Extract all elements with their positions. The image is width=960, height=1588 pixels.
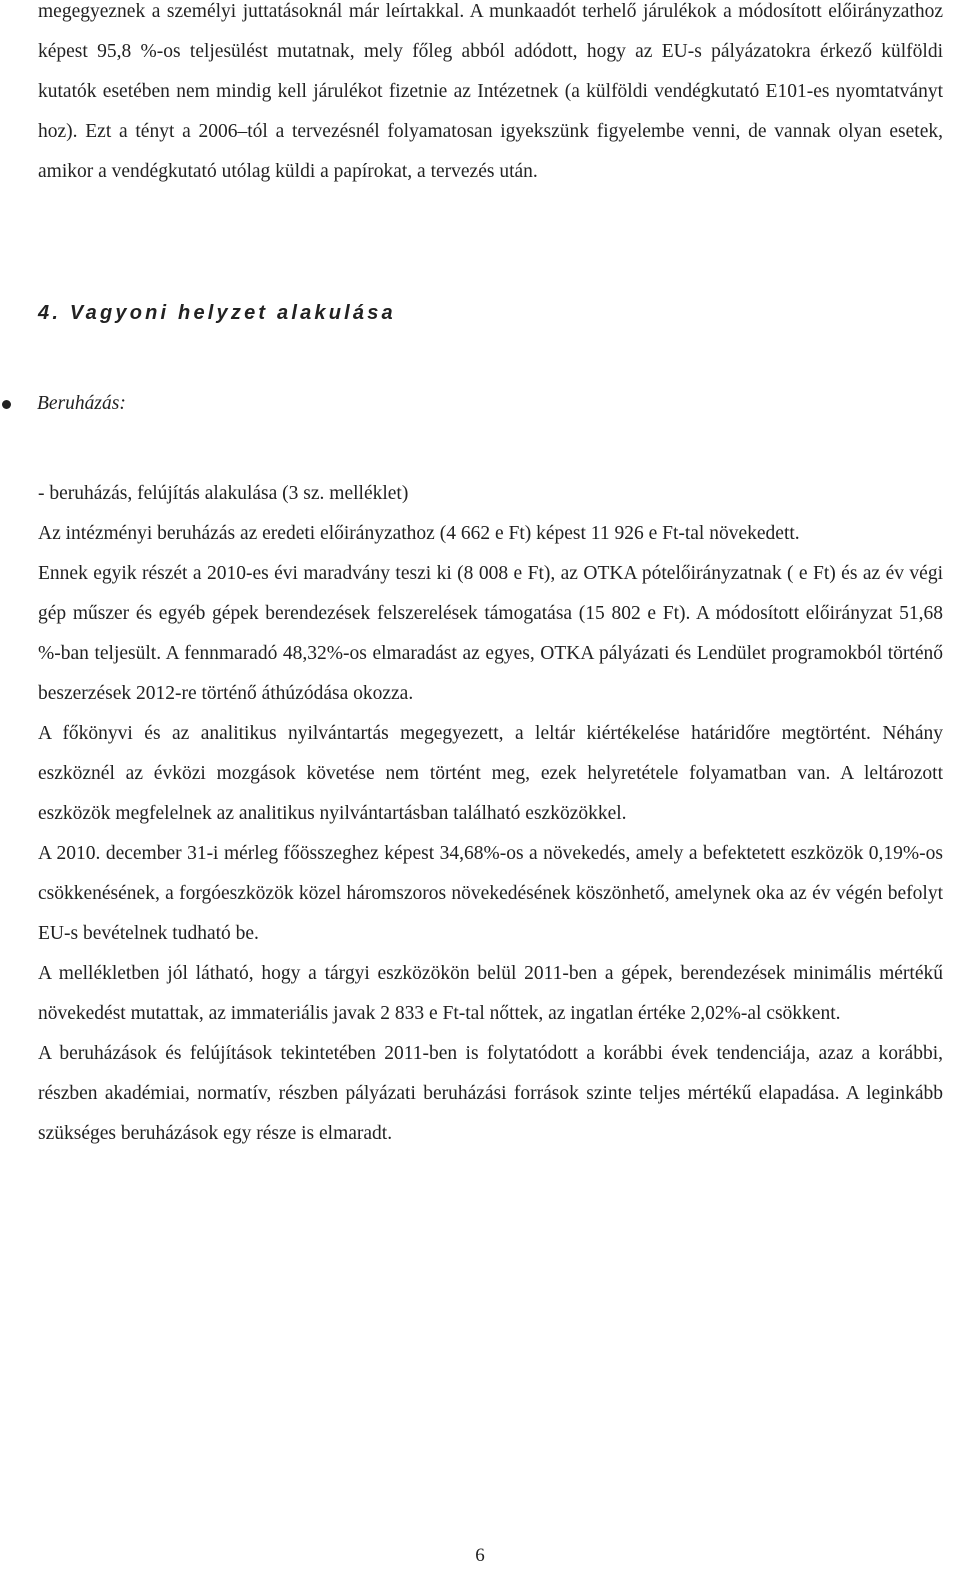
section-heading: 4. Vagyoni helyzet alakulása xyxy=(38,302,396,324)
document-page xyxy=(37,0,943,1144)
intro-paragraph: megegyeznek a személyi juttatásoknál már leírtakkal. A munkaadót terhelő járulékok a módosított előirányzathoz képest 95,8 %-os teljesülést mutatnak, mely főleg abból adódott, hogy az EU-s pályázatokra érkező külföldi kutatók esetében nem mindig kell járulékot fizetnie az Intézetnek (a külföldi vendégkutató E101-es nyomtatványt hoz). Ezt a tényt a 2006–tól a tervezésnél folyamatosan igyekszünk figyelembe venni, de vannak olyan esetek, amikor a vendégkutató utólag küldi a papírokat, a tervezés után. xyxy=(38,1,943,182)
section-body xyxy=(38,474,943,1154)
page-number: 6 xyxy=(475,1545,485,1566)
paragraph: - beruházás, felújítás alakulása (3 sz. melléklet) xyxy=(38,483,409,504)
paragraph: A mellékletben jól látható, hogy a tárgyi eszközökön belül 2011-ben a gépek, berendezések minimális mértékű növekedést mutattak, az immateriális javak 2 833 e Ft-tal nőttek, az ingatlan értéke 2,02%-al csökkent. xyxy=(38,963,943,1024)
bullet-item xyxy=(0,393,943,415)
paragraph: Ennek egyik részét a 2010-es évi maradvány teszi ki (8 008 e Ft), az OTKA pótelőirányzatnak ( e Ft) és az év végi gép műszer és egyéb gépek berendezések felszerelések támogatása (15 802 e Ft). A módosított előirányzat 51,68 %-ban teljesült. A fennmaradó 48,32%-os elmaradást az egyes, OTKA pályázati és Lendület programokból történő beszerzések 2012-re történő áthúzódása okozza. xyxy=(38,563,943,704)
paragraph: A főkönyvi és az analitikus nyilvántartás megegyezett, a leltár kiértékelése határidőre megtörtént. Néhány eszköznél az évközi mozgások követése nem történt meg, ezek helyretétele folyamatban van. A leltározott eszközök megfelelnek az analitikus nyilvántartásban található eszközökkel. xyxy=(38,723,943,824)
paragraph: A 2010. december 31-i mérleg főösszeghez képest 34,68%-os a növekedés, amely a befektetett eszközök 0,19%-os csökkenésének, a forgóeszközök közel háromszoros növekedésének köszönhető, amelynek oka az év végén befolyt EU-s bevételnek tudható be. xyxy=(38,843,943,944)
paragraph: A beruházások és felújítások tekintetében 2011-ben is folytatódott a korábbi évek tendenciája, azaz a korábbi, részben akadémiai, normatív, részben pályázati beruházási források szinte teljes mértékű elapadása. A leginkább szükséges beruházások egy része is elmaradt. xyxy=(38,1043,943,1144)
paragraph: Az intézményi beruházás az eredeti előirányzathoz (4 662 e Ft) képest 11 926 e Ft-tal növekedett. xyxy=(38,523,800,544)
bullet-label: Beruházás: xyxy=(37,393,126,414)
bullet-dot-icon xyxy=(2,400,11,409)
